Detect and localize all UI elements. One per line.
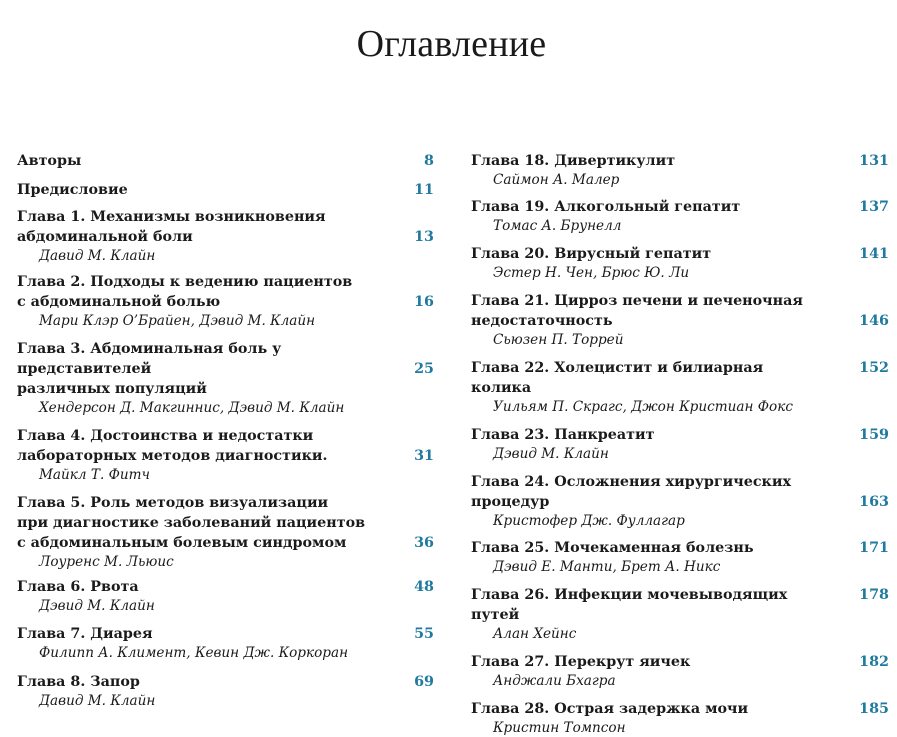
toc-page-number: 16 <box>414 294 434 310</box>
toc-entry-title: Глава 24. Осложнения хирургических процедур <box>471 474 791 510</box>
toc-entry-title: Глава 6. Рвота <box>17 579 139 595</box>
toc-entry-title: Глава 3. Абдоминальная боль у представителей различных популяций <box>17 341 282 397</box>
toc-entry[interactable] <box>471 358 889 416</box>
toc-entry-author: Кристофер Дж. Фуллагар <box>493 513 685 529</box>
toc-page-number: 146 <box>859 313 889 329</box>
toc-entry-author: Алан Хейнс <box>493 626 577 642</box>
toc-page-number: 185 <box>859 701 889 717</box>
toc-entry-author: Уильям П. Скрагс, Джон Кристиан Фокс <box>493 399 793 415</box>
toc-page-number: 131 <box>859 153 889 169</box>
toc-entry-title: Глава 1. Механизмы возникновения абдоминальной боли <box>17 209 326 245</box>
toc-entry-title: Авторы <box>17 153 82 169</box>
toc-entry[interactable] <box>471 425 889 463</box>
toc-entry-author: Дэвид Е. Манти, Брет А. Никс <box>493 559 721 575</box>
toc-entry-title: Глава 7. Диарея <box>17 626 153 642</box>
toc-entry[interactable] <box>17 577 434 615</box>
toc-page-number: 31 <box>414 448 434 464</box>
toc-entry[interactable] <box>17 426 434 484</box>
toc-left-column <box>17 151 434 710</box>
toc-page-number: 25 <box>414 361 434 377</box>
toc-entry-author: Дэвид М. Клайн <box>493 446 609 462</box>
toc-entry[interactable] <box>471 472 889 530</box>
toc-entry[interactable] <box>471 291 889 349</box>
toc-entry[interactable] <box>471 151 889 189</box>
toc-entry-title: Глава 5. Роль методов визуализации при диагностике заболеваний пациентов с абдоминальным болевым синдромом <box>17 495 366 551</box>
toc-entry[interactable] <box>17 180 434 200</box>
toc-page-number: 141 <box>859 246 889 262</box>
toc-entry-author: Дэвид М. Клайн <box>39 598 155 614</box>
toc-entry-title: Глава 26. Инфекции мочевыводящих путей <box>471 587 788 623</box>
toc-entry-author: Кристин Томпсон <box>493 720 626 736</box>
toc-page-number: 152 <box>859 360 889 376</box>
toc-entry[interactable] <box>17 207 434 265</box>
toc-page-number: 55 <box>414 626 434 642</box>
toc-entry-author: Майкл Т. Фитч <box>39 467 150 483</box>
toc-entry-author: Давид М. Клайн <box>39 693 156 709</box>
toc-entry[interactable] <box>17 624 434 662</box>
toc-page-number: 159 <box>859 427 889 443</box>
toc-page-number: 137 <box>859 199 889 215</box>
toc-entry-author: Лоуренс М. Льюис <box>39 554 174 570</box>
toc-page-number: 13 <box>414 229 434 245</box>
toc-page-number: 163 <box>859 494 889 510</box>
toc-entry-title: Предисловие <box>17 182 128 198</box>
toc-entry-title: Глава 25. Мочекаменная болезнь <box>471 540 754 556</box>
toc-entry-title: Глава 2. Подходы к ведению пациентов с абдоминальной болью <box>17 274 353 310</box>
toc-entry-author: Мари Клэр О’Брайен, Дэвид М. Клайн <box>39 313 316 329</box>
toc-entry[interactable] <box>17 672 434 710</box>
toc-entry-author: Сьюзен П. Торрей <box>493 332 624 348</box>
toc-entry-title: Глава 8. Запор <box>17 674 140 690</box>
toc-entry[interactable] <box>471 652 889 690</box>
toc-entry-author: Хендерсон Д. Макгиннис, Дэвид М. Клайн <box>39 400 345 416</box>
toc-page-number: 11 <box>414 182 434 198</box>
toc-right-column <box>471 151 889 737</box>
page-title: Оглавление <box>356 23 547 65</box>
toc-page-number: 171 <box>859 540 889 556</box>
toc-entry[interactable] <box>17 339 434 417</box>
toc-entry-title: Глава 22. Холецистит и билиарная колика <box>471 360 764 396</box>
toc-entry-author: Анджали Бхагра <box>493 673 616 689</box>
toc-page-number: 178 <box>859 587 889 603</box>
toc-entry-title: Глава 4. Достоинства и недостатки лабораторных методов диагностики. <box>17 428 328 464</box>
toc-entry-author: Филипп А. Климент, Кевин Дж. Коркоран <box>39 645 349 661</box>
toc-entry[interactable] <box>17 151 434 171</box>
toc-entry[interactable] <box>471 538 889 576</box>
toc-entry-title: Глава 27. Перекрут яичек <box>471 654 691 670</box>
toc-entry-title: Глава 18. Дивертикулит <box>471 153 676 169</box>
toc-entry[interactable] <box>471 699 889 737</box>
toc-page-number: 182 <box>859 654 889 670</box>
toc-entry-title: Глава 28. Острая задержка мочи <box>471 701 749 717</box>
toc-page-number: 48 <box>414 579 434 595</box>
toc-page-number: 36 <box>414 535 434 551</box>
toc-entry-title: Глава 23. Панкреатит <box>471 427 655 443</box>
toc-entry-title: Глава 21. Цирроз печени и печеночная недостаточность <box>471 293 803 329</box>
toc-entry[interactable] <box>471 197 889 235</box>
toc-entry-title: Глава 20. Вирусный гепатит <box>471 246 712 262</box>
toc-entry[interactable] <box>471 585 889 643</box>
toc-entry-author: Давид М. Клайн <box>39 248 156 264</box>
toc-entry-title: Глава 19. Алкогольный гепатит <box>471 199 741 215</box>
toc-entry[interactable] <box>17 493 434 571</box>
toc-entry-author: Эстер Н. Чен, Брюс Ю. Ли <box>493 265 690 281</box>
toc-entry[interactable] <box>17 272 434 330</box>
toc-page-number: 8 <box>424 153 434 169</box>
toc-entry-author: Томас А. Брунелл <box>493 218 622 234</box>
toc-entry-author: Саймон А. Малер <box>493 172 620 188</box>
toc-page-number: 69 <box>414 674 434 690</box>
toc-entry[interactable] <box>471 244 889 282</box>
